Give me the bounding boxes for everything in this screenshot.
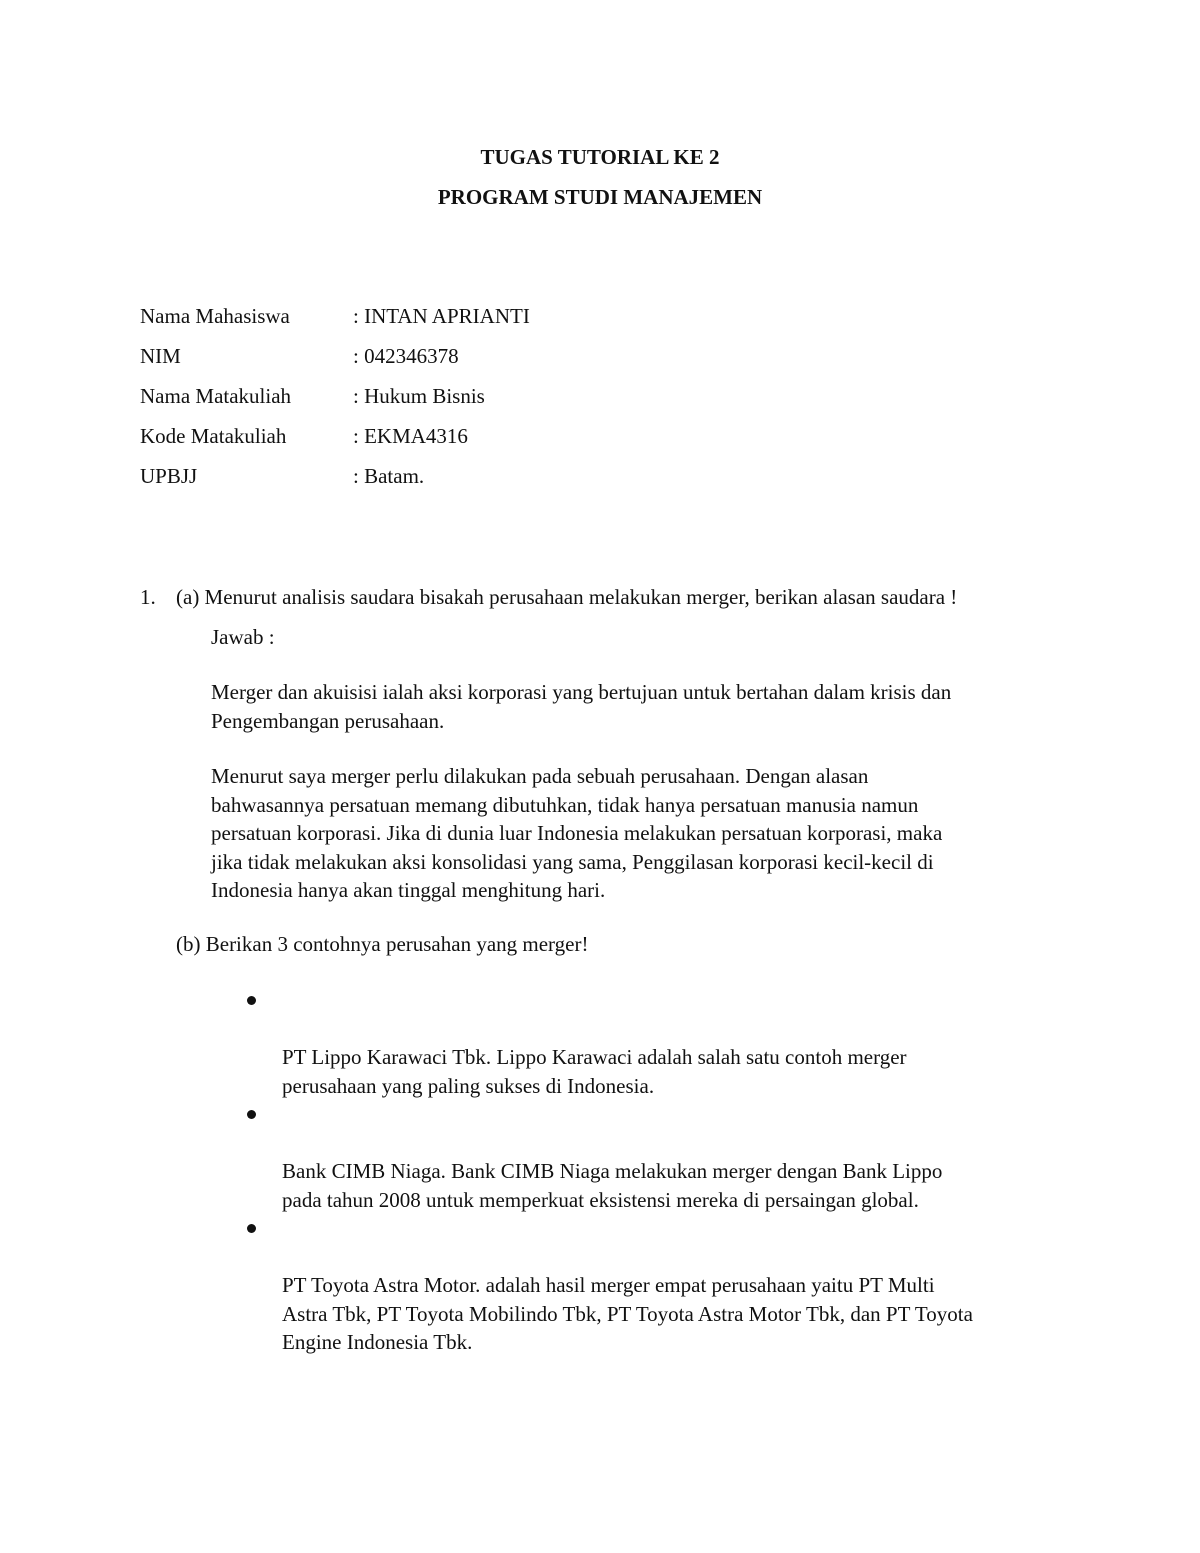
bullet-icon	[247, 1110, 256, 1119]
list-item-text: PT Lippo Karawaci Tbk. Lippo Karawaci adalah salah satu contoh merger perusahaan yang paling sukses di Indonesia.	[282, 1045, 907, 1098]
question-part-a: (a) Menurut analisis saudara bisakah perusahaan melakukan merger, berikan alasan saudara !	[176, 585, 958, 609]
info-label: UPBJJ	[140, 464, 198, 488]
info-label: Kode Matakuliah	[140, 424, 287, 448]
question-number: 1.	[140, 585, 156, 609]
list-item-text: Bank CIMB Niaga. Bank CIMB Niaga melakukan merger dengan Bank Lippo pada tahun 2008 untuk memperkuat eksistensi mereka di persaingan global.	[282, 1159, 943, 1212]
examples-list	[240, 986, 1070, 1357]
info-value: : EKMA4316	[353, 424, 468, 448]
list-item	[240, 1100, 1070, 1214]
info-row-upbjj	[140, 462, 940, 490]
info-value: : 042346378	[353, 344, 459, 368]
list-item-text: PT Toyota Astra Motor. adalah hasil merger empat perusahaan yaitu PT Multi Astra Tbk, PT Toyota Mobilindo Tbk, PT Toyota Astra Motor Tbk, dan PT Toyota Engine Indonesia Tbk.	[282, 1273, 973, 1354]
info-row-nim	[140, 342, 940, 370]
question-part-b: (b) Berikan 3 contohnya perusahan yang merger!	[176, 932, 589, 956]
document-subtitle: PROGRAM STUDI MANAJEMEN	[437, 185, 763, 209]
answer-paragraph-2: Menurut saya merger perlu dilakukan pada sebuah perusahaan. Dengan alasan bahwasannya persatuan memang dibutuhkan, tidak hanya persatuan manusia namun persatuan korporasi. Jika di dunia luar Indonesia melakukan persatuan korporasi, maka jika tidak melakukan aksi konsolidasi yang sama, Penggilasan korporasi kecil-kecil di Indonesia hanya akan tinggal menghitung hari.	[211, 764, 943, 902]
document-title: TUGAS TUTORIAL KE 2	[480, 145, 720, 169]
bullet-icon	[247, 996, 256, 1005]
info-row-nama-matakuliah	[140, 382, 940, 410]
info-label: Nama Matakuliah	[140, 384, 292, 408]
list-item	[240, 1214, 1070, 1357]
bullet-icon	[247, 1224, 256, 1233]
info-label: Nama Mahasiswa	[140, 304, 290, 328]
list-item	[240, 986, 1070, 1100]
answer-label: Jawab :	[211, 625, 275, 649]
info-row-nama-mahasiswa	[140, 302, 940, 330]
info-row-kode-matakuliah	[140, 422, 940, 450]
info-value: : Batam.	[353, 464, 425, 488]
info-value: : INTAN APRIANTI	[353, 304, 530, 328]
answer-paragraph-1: Merger dan akuisisi ialah aksi korporasi yang bertujuan untuk bertahan dalam krisis dan Pengembangan perusahaan.	[211, 680, 952, 733]
info-value: : Hukum Bisnis	[353, 384, 485, 408]
info-label: NIM	[140, 344, 181, 368]
